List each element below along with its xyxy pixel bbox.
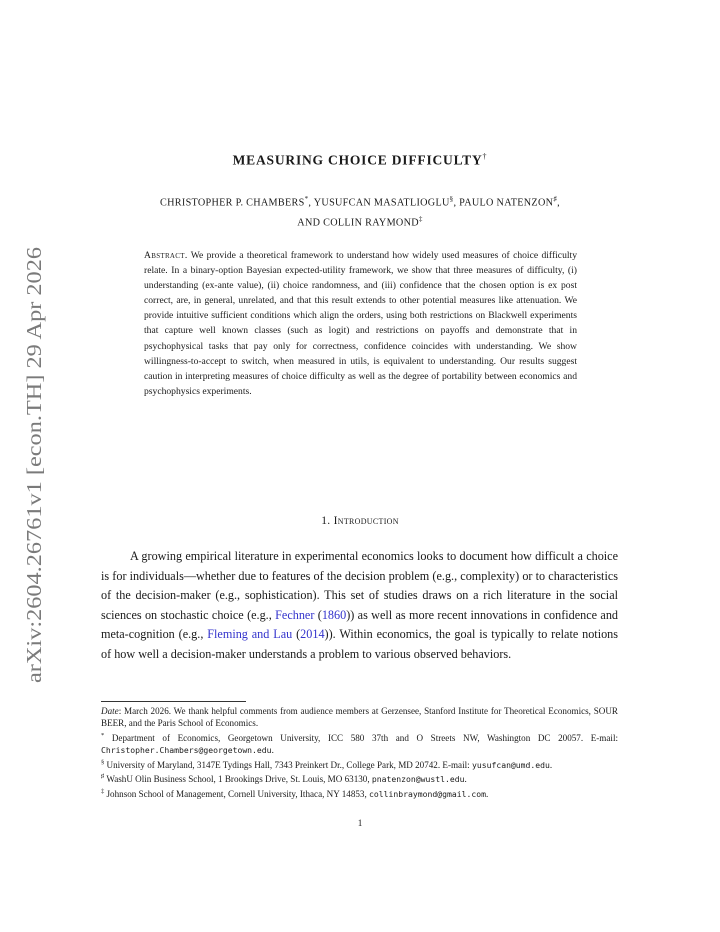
title-footnote-mark: † — [482, 152, 488, 161]
author-mark: § — [449, 195, 454, 203]
footnote-text: WashU Olin Business School, 1 Brookings Drive, St. Louis, MO 63130, — [104, 774, 372, 785]
author-mark: ♯ — [553, 195, 558, 203]
author-chambers: CHRISTOPHER P. CHAMBERS — [160, 197, 305, 209]
author-mark: ‡ — [418, 215, 423, 224]
paper-title — [0, 152, 720, 169]
section-title-text: Introduction — [333, 515, 399, 527]
footnote-end: . — [464, 774, 467, 785]
citation-link[interactable]: Fleming and Lau — [207, 627, 293, 642]
citation-year-link[interactable]: 2014 — [300, 627, 325, 642]
arxiv-identifier-text: arXiv:2604.26761v1 [econ.TH] 29 Apr 2026 — [22, 297, 46, 683]
email-address[interactable]: collinbraymond@gmail.com — [369, 788, 486, 799]
footnote-mark: ‡ — [101, 787, 105, 795]
email-address[interactable]: Christopher.Chambers@georgetown.edu — [101, 745, 272, 756]
intro-text-part: A growing empirical literature in experimental economics looks to document how difficult a choice is for individuals—whether due to features of the decision problem (e.g., complexity) or to characteristics of the decision-maker (e.g., sophistication). This set of studies draws on a rich literature in the social sciences on stochastic choice (e.g., — [101, 549, 618, 622]
author-list — [0, 191, 720, 232]
paper-title-text: MEASURING CHOICE DIFFICULTY — [232, 152, 483, 168]
footnote-date-label: Date — [101, 706, 119, 716]
intro-paragraph: A growing empirical literature in experimental economics looks to document how difficult a choice is for individuals—whether due to features of the decision problem (e.g., complexity) or to characteristics of the decision-maker (e.g., sophistication). This set of studies draws on a rich literature in the social sciences on stochastic choice (e.g., Fechner (1860)) as well as more recent innovations in confidence and meta-cognition (e.g., Fleming and Lau (2014)). Within economics, the goal is typically to relate notions of how well a decision-maker understands a problem to various observed behaviors. — [101, 549, 619, 661]
footnote-mark: ♯ — [101, 773, 105, 781]
arxiv-sidebar-stamp — [10, 245, 54, 685]
email-address[interactable]: yusufcan@umd.edu — [471, 759, 550, 770]
footnote-raymond — [101, 786, 618, 800]
footnote-rule — [101, 701, 246, 702]
intro-text-part: ) as well as more recent innovations in confidence and meta-cognition (e.g., — [101, 607, 619, 642]
abstract-label: Abstract. — [144, 250, 188, 261]
author-raymond: AND COLLIN RAYMOND — [297, 217, 419, 229]
footnote-end: . — [271, 745, 274, 756]
footnote-chambers — [101, 730, 618, 757]
footnote-end: . — [549, 759, 553, 770]
footnote-date-text: : March 2026. We thank helpful comments from audience members at Gerzensee, Stanford Institute for Theoretical Economics, SOUR BEER, and the Paris School of Economics. — [101, 706, 618, 729]
author-line-2 — [0, 211, 720, 231]
abstract — [144, 248, 577, 399]
author-line-1: CHRISTOPHER P. CHAMBERS*, YUSUFCAN MASATLIOGLU§, PAULO NATENZON♯, — [160, 195, 560, 209]
footnotes — [101, 705, 618, 800]
footnote-mark: § — [101, 758, 105, 766]
footnote-masatlioglu — [101, 757, 618, 771]
section-number: 1. — [321, 515, 331, 527]
introduction-body — [101, 547, 618, 665]
author-masatlioglu: YUSUFCAN MASATLIOGLU — [313, 197, 450, 209]
author-mark: * — [304, 195, 309, 203]
citation-link[interactable]: Fechner — [275, 607, 315, 622]
footnote-natenzon — [101, 771, 618, 785]
footnote-text: University of Maryland, 3147E Tydings Hall, 7343 Preinkert Dr., College Park, MD 20742. E-mail: — [104, 759, 472, 770]
citation-year-link[interactable]: 1860 — [321, 607, 347, 622]
footnote-end: . — [485, 788, 489, 799]
footnote-mark: * — [101, 731, 105, 739]
arxiv-sidebar-svg — [10, 245, 54, 685]
footnote-text: Johnson School of Management, Cornell University, Ithaca, NY 14853, — [104, 788, 370, 799]
intro-text-part: ). Within economics, the goal is typically to relate notions of how well a decision-maker understands a problem to various observed behaviors. — [101, 627, 619, 661]
page-number: 1 — [357, 818, 363, 828]
email-address[interactable]: pnatenzon@wustl.edu — [371, 774, 465, 785]
section-heading — [0, 515, 720, 527]
author-natenzon: PAULO NATENZON — [459, 197, 554, 209]
footnote-text: Department of Economics, Georgetown University, ICC 580 37th and O Streets NW, Washington DC 20057. E-mail: — [104, 732, 618, 743]
abstract-text: We provide a theoretical framework to understand how widely used measures of choice difficulty relate. In a binary-option Bayesian expected-utility framework, we show that three measures of difficulty, (i) understanding (ex-ante value), (ii) choice randomness, and (iii) confidence that the chosen option is ex post correct, are, in general, unrelated, and that this result extends to other potential measures like attenuation. We provide intuitive sufficient conditions which align the orders, using both restrictions on Blackwell experiments that capture well known classes (such as logit) and restrictions on payoffs and demonstrate that in psychophysical tasks that pay only for correctness, confidence coincides with understanding. We show willingness-to-accept to switch, when measured in utils, is equivalent to understanding. Our results suggest caution in interpreting measures of choice difficulty as well as the degree of portability between economics and psychophysics experiments. — [144, 250, 577, 397]
footnote-date — [101, 705, 618, 730]
